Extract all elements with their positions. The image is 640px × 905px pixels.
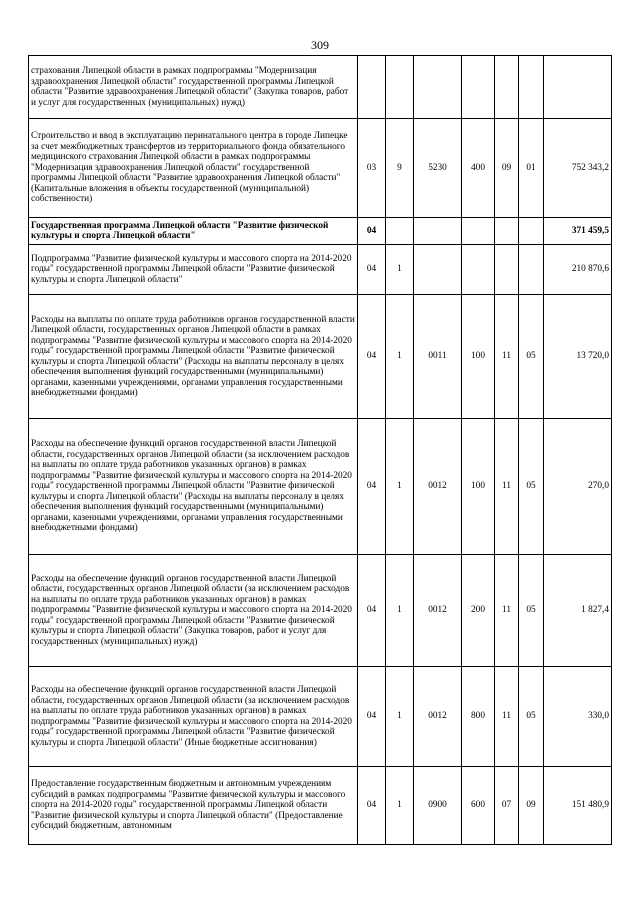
- subprogram-code: 9: [386, 119, 414, 218]
- program-code: [358, 56, 386, 119]
- target-code: [414, 218, 462, 245]
- target-code: 0900: [414, 767, 462, 845]
- subprogram-code: 1: [386, 667, 414, 767]
- section-code: 09: [495, 119, 519, 218]
- row-description: Расходы на обеспечение функций органов государственной власти Липецкой области, государственных органов Липецкой области (за исключением расходов на выплаты по оплате труда работников указанных органов) в рамках подпрограммы "Развитие физической культуры и массового спорта на 2014-2020 годы" государственной программы Липецкой области "Развитие физической культуры и спорта Липецкой области" (Закупка товаров, работ и услуг для государственных (муниципальных) нужд): [29, 555, 358, 667]
- subprogram-code: 1: [386, 555, 414, 667]
- expense-type-code: [462, 56, 495, 119]
- amount: [544, 56, 612, 119]
- subprogram-code: [386, 218, 414, 245]
- row-description: Расходы на обеспечение функций органов государственной власти Липецкой области, государственных органов Липецкой области (за исключением расходов на выплаты по оплате труда работников указанных органов) в рамках подпрограммы "Развитие физической культуры и массового спорта на 2014-2020 годы" государственной программы Липецкой области "Развитие физической культуры и спорта Липецкой области" (Иные бюджетные ассигнования): [29, 667, 358, 767]
- section-code: [495, 218, 519, 245]
- program-code: 04: [358, 667, 386, 767]
- section-code: 11: [495, 419, 519, 555]
- subsection-code: 05: [519, 419, 544, 555]
- table-row: [29, 667, 612, 767]
- amount: 371 459,5: [544, 218, 612, 245]
- table-row: [29, 419, 612, 555]
- expense-type-code: 100: [462, 295, 495, 419]
- target-code: [414, 56, 462, 119]
- subsection-code: 05: [519, 555, 544, 667]
- subsection-code: 09: [519, 767, 544, 845]
- subsection-code: [519, 56, 544, 119]
- program-code: 04: [358, 295, 386, 419]
- row-description: Предоставление государственным бюджетным и автономным учреждениям субсидий в рамках подпрограммы "Развитие физической культуры и массового спорта на 2014-2020 годы" государственной программы Липецкой области "Развитие физической культуры и спорта Липецкой области" (Предоставление субсидий бюджетным, автономным: [29, 767, 358, 845]
- section-code: 07: [495, 767, 519, 845]
- program-code: 04: [358, 419, 386, 555]
- subprogram-code: 1: [386, 245, 414, 295]
- subprogram-code: 1: [386, 295, 414, 419]
- expense-type-code: 100: [462, 419, 495, 555]
- target-code: 5230: [414, 119, 462, 218]
- amount: 1 827,4: [544, 555, 612, 667]
- subprogram-code: [386, 56, 414, 119]
- program-code: 04: [358, 245, 386, 295]
- target-code: 0012: [414, 667, 462, 767]
- amount: 151 480,9: [544, 767, 612, 845]
- subsection-code: 05: [519, 295, 544, 419]
- budget-table: [28, 55, 612, 845]
- expense-type-code: [462, 245, 495, 295]
- amount: 13 720,0: [544, 295, 612, 419]
- subprogram-code: 1: [386, 767, 414, 845]
- subsection-code: [519, 245, 544, 295]
- subprogram-code: 1: [386, 419, 414, 555]
- expense-type-code: 600: [462, 767, 495, 845]
- section-code: 11: [495, 295, 519, 419]
- amount: 752 343,2: [544, 119, 612, 218]
- program-code: 04: [358, 555, 386, 667]
- target-code: 0012: [414, 555, 462, 667]
- target-code: 0012: [414, 419, 462, 555]
- row-description: Подпрограмма "Развитие физической культуры и массового спорта на 2014-2020 годы" государственной программы Липецкой области "Развитие физической культуры и спорта Липецкой области": [29, 245, 358, 295]
- table-row-program-total: [29, 218, 612, 245]
- program-code: 04: [358, 218, 386, 245]
- row-description: страхования Липецкой области в рамках подпрограммы "Модернизация здравоохранения Липецкой области" государственной программы Липецкой области "Развитие здравоохранения Липецкой области" (Закупка товаров, работ и услуг для государственных (муниципальных) нужд): [29, 56, 358, 119]
- amount: 330,0: [544, 667, 612, 767]
- row-description: Строительство и ввод в эксплуатацию перинатального центра в городе Липецке за счет межбюджетных трансфертов из территориального фонда обязательного медицинского страхования Липецкой области в рамках подпрограммы "Модернизация здравоохранения Липецкой области" государственной программы Липецкой области "Развитие здравоохранения Липецкой области" (Капитальные вложения в объекты государственной (муниципальной) собственности): [29, 119, 358, 218]
- table-row: [29, 767, 612, 845]
- expense-type-code: [462, 218, 495, 245]
- row-description: Расходы на обеспечение функций органов государственной власти Липецкой области, государственных органов Липецкой области (за исключением расходов на выплаты по оплате труда работников указанных органов) в рамках подпрограммы "Развитие физической культуры и массового спорта на 2014-2020 годы" государственной программы Липецкой области "Развитие физической культуры и спорта Липецкой области" (Расходы на выплаты персоналу в целях обеспечения выполнения функций государственными (муниципальными) органами, казенными учреждениями, органами управления государственными внебюджетными фондами): [29, 419, 358, 555]
- amount: 270,0: [544, 419, 612, 555]
- subsection-code: 05: [519, 667, 544, 767]
- table-row: [29, 56, 612, 119]
- amount: 210 870,6: [544, 245, 612, 295]
- target-code: 0011: [414, 295, 462, 419]
- table-row: [29, 555, 612, 667]
- subsection-code: [519, 218, 544, 245]
- row-description: Государственная программа Липецкой области "Развитие физической культуры и спорта Липецкой области": [29, 218, 358, 245]
- target-code: [414, 245, 462, 295]
- section-code: [495, 245, 519, 295]
- expense-type-code: 400: [462, 119, 495, 218]
- section-code: 11: [495, 555, 519, 667]
- section-code: 11: [495, 667, 519, 767]
- page-number: 309: [311, 38, 329, 52]
- program-code: 04: [358, 767, 386, 845]
- expense-type-code: 200: [462, 555, 495, 667]
- program-code: 03: [358, 119, 386, 218]
- subsection-code: 01: [519, 119, 544, 218]
- row-description: Расходы на выплаты по оплате труда работников органов государственной власти Липецкой области, государственных органов Липецкой области в рамках подпрограммы "Развитие физической культуры и массового спорта на 2014-2020 годы" государственной программы Липецкой области "Развитие физической культуры и спорта Липецкой области" (Расходы на выплаты персоналу в целях обеспечения выполнения функций государственными (муниципальными) органами, казенными учреждениями, органами управления государственными внебюджетными фондами): [29, 295, 358, 419]
- expense-type-code: 800: [462, 667, 495, 767]
- table-row: [29, 119, 612, 218]
- section-code: [495, 56, 519, 119]
- table-row: [29, 295, 612, 419]
- table-row: [29, 245, 612, 295]
